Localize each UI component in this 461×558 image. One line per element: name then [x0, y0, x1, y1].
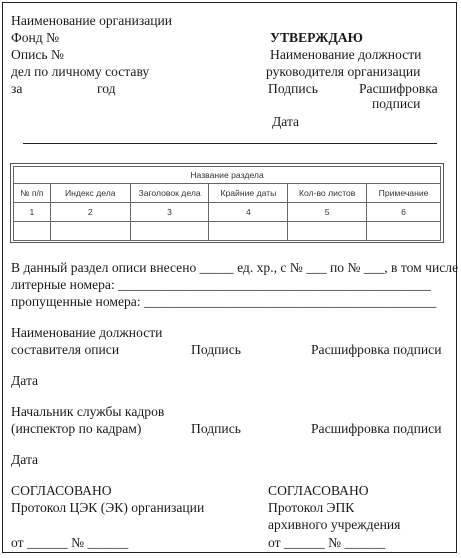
column-header: Примечание [367, 184, 441, 203]
section-title: Название раздела [14, 167, 441, 184]
summary-missing-numbers: пропущенные номера: ___________________________________________ [11, 294, 437, 309]
hr-head-signature: Подпись [191, 421, 241, 436]
personnel-cases: дел по личному составу [11, 64, 150, 79]
approval-decoding-line2: подписи [372, 96, 421, 111]
hr-head-date: Дата [11, 452, 39, 467]
column-header: Заголовок дела [130, 184, 209, 203]
compiler-position-line1: Наименование должности [11, 325, 163, 340]
column-number: 4 [209, 203, 288, 222]
hr-head-line2: (инспектор по кадрам) [11, 421, 142, 436]
compiler-decoding: Расшифровка подписи [311, 342, 442, 357]
approval-signature: Подпись [268, 81, 318, 96]
approval-title: УТВЕРЖДАЮ [270, 30, 363, 45]
empty-cell [14, 222, 51, 241]
agreed-right-protocol-line1: Протокол ЭПК [268, 500, 355, 515]
period-for: за [11, 81, 23, 96]
section-table [13, 166, 441, 241]
compiler-signature: Подпись [191, 342, 241, 357]
column-header: Индекс дела [50, 184, 130, 203]
agreed-right-from: от ______ № ______ [268, 535, 386, 550]
summary-literal-numbers: литерные номера: ______________________________________________ [11, 277, 431, 292]
agreed-right-title: СОГЛАСОВАНО [268, 483, 369, 498]
empty-cell [50, 222, 130, 241]
agreed-left-from: от ______ № ______ [11, 535, 129, 550]
separator-line [23, 143, 437, 144]
column-header: № п/п [14, 184, 51, 203]
column-number: 6 [367, 203, 441, 222]
approval-date: Дата [272, 114, 300, 129]
empty-cell [130, 222, 209, 241]
empty-cell [209, 222, 288, 241]
empty-cell [288, 222, 367, 241]
column-number: 2 [50, 203, 130, 222]
org-name: Наименование организации [11, 13, 173, 28]
compiler-position-line2: составителя описи [11, 342, 120, 357]
column-header: Кол-во листов [288, 184, 367, 203]
empty-cell [367, 222, 441, 241]
approval-position-line1: Наименование должности [270, 47, 422, 62]
fund-number: Фонд № [11, 30, 60, 45]
column-number: 3 [130, 203, 209, 222]
approval-position-line2: руководителя организации [266, 64, 421, 79]
hr-head-decoding: Расшифровка подписи [311, 421, 442, 436]
column-number: 1 [14, 203, 51, 222]
period-year: год [97, 81, 116, 96]
agreed-left-title: СОГЛАСОВАНО [11, 483, 112, 498]
inventory-number: Опись № [11, 47, 64, 62]
agreed-left-protocol: Протокол ЦЭК (ЭК) организации [11, 500, 205, 515]
hr-head-line1: Начальник службы кадров [11, 404, 165, 419]
compiler-date: Дата [11, 373, 39, 388]
column-header: Крайние даты [209, 184, 288, 203]
column-number: 5 [288, 203, 367, 222]
summary-line1: В данный раздел описи внесено _____ ед. хр., с № ___ по № ___, в том числе [11, 260, 459, 275]
agreed-right-protocol-line2: архивного учреждения [268, 517, 401, 532]
approval-decoding-line1: Расшифровка [359, 81, 438, 96]
